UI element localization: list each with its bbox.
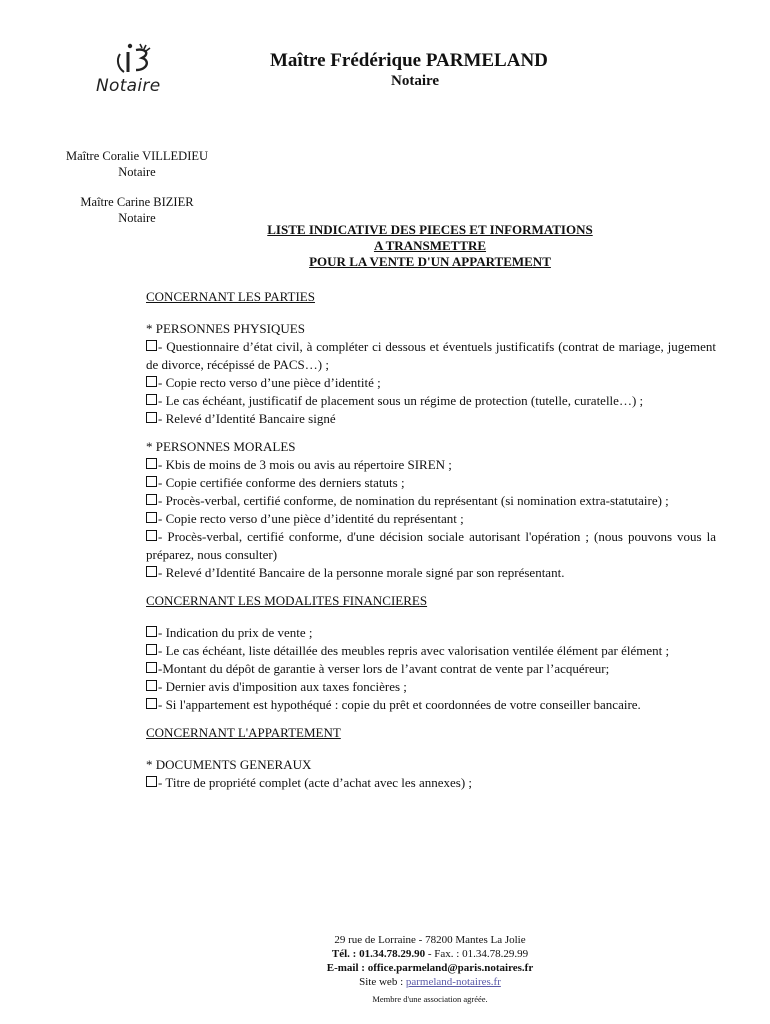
logo-text: Notaire: [96, 76, 161, 96]
associate-title: Notaire: [118, 211, 156, 225]
checklist-item: - Copie certifiée conforme des derniers statuts ;: [146, 474, 716, 492]
associate-name: Maître Carine BIZIER: [80, 195, 194, 209]
subsection-heading-physiques: * PERSONNES PHYSIQUES: [146, 321, 305, 336]
website-link[interactable]: parmeland-notaires.fr: [405, 976, 501, 988]
checkbox-icon[interactable]: [146, 644, 157, 655]
checkbox-icon[interactable]: [146, 412, 157, 423]
section-heading-appartement: CONCERNANT L'APPARTEMENT: [146, 725, 341, 740]
checklist-item: - Titre de propriété complet (acte d’achat avec les annexes) ;: [146, 774, 716, 792]
checkbox-icon[interactable]: [146, 680, 157, 691]
checklist-item: - Indication du prix de vente ;: [146, 624, 716, 642]
section-heading-parties: CONCERNANT LES PARTIES: [146, 289, 315, 304]
associate-2: [52, 194, 222, 226]
checkbox-icon[interactable]: [146, 458, 157, 469]
checkbox-icon[interactable]: [146, 626, 157, 637]
notary-name: Maître Frédérique PARMELAND: [270, 50, 548, 71]
checklist-item: - Questionnaire d’état civil, à compléter ci dessous et éventuels justificatifs (contrat de mariage, jugement de divorce, récépissé de PACS…) ;: [146, 339, 716, 372]
checkbox-icon[interactable]: [146, 340, 157, 351]
associate-title: Notaire: [118, 165, 156, 179]
checklist-item: - Copie recto verso d’une pièce d’identité du représentant ;: [146, 510, 716, 528]
checkbox-icon[interactable]: [146, 566, 157, 577]
checkbox-icon[interactable]: [146, 530, 157, 541]
checklist-item: - Dernier avis d'imposition aux taxes foncières ;: [146, 678, 716, 696]
checklist-item: - Procès-verbal, certifié conforme, d'une décision sociale autorisant l'opération ; (nous pouvons vous la préparez, nous consulter): [146, 529, 716, 562]
checkbox-icon[interactable]: [146, 776, 157, 787]
checkbox-icon[interactable]: [146, 476, 157, 487]
checklist-item: - Le cas échéant, liste détaillée des meubles repris avec valorisation ventilée élément par élément ;: [146, 642, 716, 660]
document-body: [146, 288, 716, 792]
checklist-item: - Relevé d’Identité Bancaire de la personne morale signé par son représentant.: [146, 564, 716, 582]
document-title-line: LISTE INDICATIVE DES PIECES ET INFORMATIONS: [267, 222, 593, 237]
document-title: [200, 222, 660, 270]
checklist-item: - Relevé d’Identité Bancaire signé: [146, 410, 716, 428]
checkbox-icon[interactable]: [146, 662, 157, 673]
checklist-item: - Si l'appartement est hypothéqué : copie du prêt et coordonnées de votre conseiller bancaire.: [146, 696, 716, 714]
checklist-item: - Le cas échéant, justificatif de placement sous un régime de protection (tutelle, curatelle…) ;: [146, 392, 716, 410]
page-footer: [200, 933, 660, 1006]
footer-email: E-mail : office.parmeland@paris.notaires.fr: [326, 962, 534, 974]
checkbox-icon[interactable]: [146, 512, 157, 523]
checklist-item: - Procès-verbal, certifié conforme, de nomination du représentant (si nomination extra-statutaire) ;: [146, 492, 716, 510]
subsection-heading-morales: * PERSONNES MORALES: [146, 439, 296, 454]
subsection-heading-generaux: * DOCUMENTS GENERAUX: [146, 757, 312, 772]
notaire-emblem-icon: [106, 42, 166, 78]
checkbox-icon[interactable]: [146, 494, 157, 505]
associate-name: Maître Coralie VILLEDIEU: [65, 149, 209, 163]
footer-phone: Tél. : 01.34.78.29.90 - Fax. : 01.34.78.29.99: [331, 948, 529, 960]
checkbox-icon[interactable]: [146, 698, 157, 709]
document-title-line: POUR LA VENTE D'UN APPARTEMENT: [309, 254, 551, 269]
checklist-item: -Montant du dépôt de garantie à verser lors de l’avant contrat de vente par l’acquéreur;: [146, 660, 716, 678]
document-title-line: A TRANSMETTRE: [373, 238, 487, 253]
footer-address: 29 rue de Lorraine - 78200 Mantes La Jolie: [334, 934, 526, 946]
section-heading-financieres: CONCERNANT LES MODALITES FINANCIERES: [146, 593, 428, 608]
notaire-logo: [92, 42, 188, 102]
notary-title: Notaire: [391, 73, 440, 89]
footer-website: Site web : parmeland-notaires.fr: [359, 976, 501, 988]
checklist-item: - Copie recto verso d’une pièce d’identité ;: [146, 374, 716, 392]
checkbox-icon[interactable]: [146, 376, 157, 387]
footer-membership: Membre d'une association agréée.: [372, 994, 488, 1004]
associate-1: [52, 148, 222, 180]
checklist-item: - Kbis de moins de 3 mois ou avis au répertoire SIREN ;: [146, 456, 716, 474]
checkbox-icon[interactable]: [146, 394, 157, 405]
